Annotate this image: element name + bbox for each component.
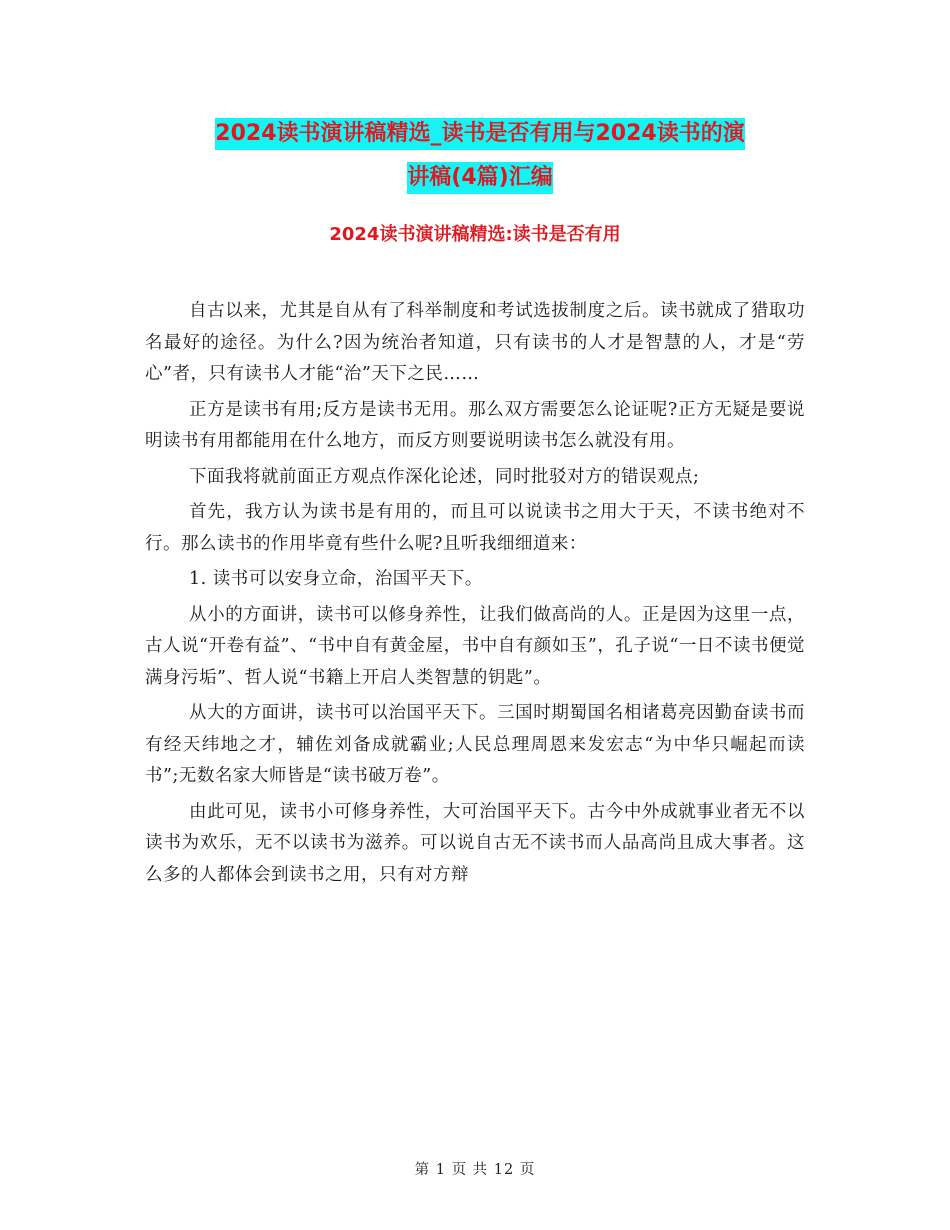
- document-title-line-1: 2024读书演讲稿精选_读书是否有用与2024读书的演: [215, 118, 744, 150]
- page-number-footer: 第 1 页 共 12 页: [414, 1162, 536, 1178]
- section-title: 2024读书演讲稿精选:读书是否有用: [329, 224, 621, 245]
- paragraph: 首先，我方认为读书是有用的，而且可以说读书之用大于天，不读书绝对不行。那么读书的作用毕竟有些什么呢?且听我细细道来：: [145, 502, 805, 554]
- list-item-paragraph: 1. 读书可以安身立命，治国平天下。: [189, 569, 483, 589]
- paragraph: 正方是读书有用;反方是读书无用。那么双方需要怎么论证呢?正方无疑是要说明读书有用都能用在什么地方，而反方则要说明读书怎么就没有用。: [145, 399, 805, 451]
- paragraph: 从大的方面讲，读书可以治国平天下。三国时期蜀国名相诸葛亮因勤奋读书而有经天纬地之才，辅佐刘备成就霸业;人民总理周恩来发宏志“为中华只崛起而读书”;无数名家大师皆是“读书破万卷”。: [145, 703, 805, 786]
- paragraph: 从小的方面讲，读书可以修身养性，让我们做高尚的人。正是因为这里一点，古人说“开卷有益”、“书中自有黄金屋，书中自有颜如玉”，孔子说“一日不读书便觉满身污垢”、哲人说“书籍上开启人类智慧的钥匙”。: [145, 604, 805, 688]
- document-body: [145, 296, 805, 895]
- document-title-line-2: 讲稿(4篇)汇编: [407, 162, 552, 194]
- paragraph: 下面我将就前面正方观点作深化论述，同时批驳对方的错误观点;: [189, 466, 700, 487]
- document-title: [150, 112, 810, 200]
- paragraph: 自古以来，尤其是自从有了科举制度和考试选拔制度之后。读书就成了猎取功名最好的途径。为什么?因为统治者知道，只有读书的人才是智慧的人，才是“劳心”者，只有读书人才能“治”天下之民……: [145, 301, 805, 384]
- paragraph: 由此可见，读书小可修身养性，大可治国平天下。古今中外成就事业者无不以读书为欢乐，无不以读书为滋养。可以说自古无不读书而人品高尚且成大事者。这么多的人都体会到读书之用，只有对方辩: [145, 801, 805, 885]
